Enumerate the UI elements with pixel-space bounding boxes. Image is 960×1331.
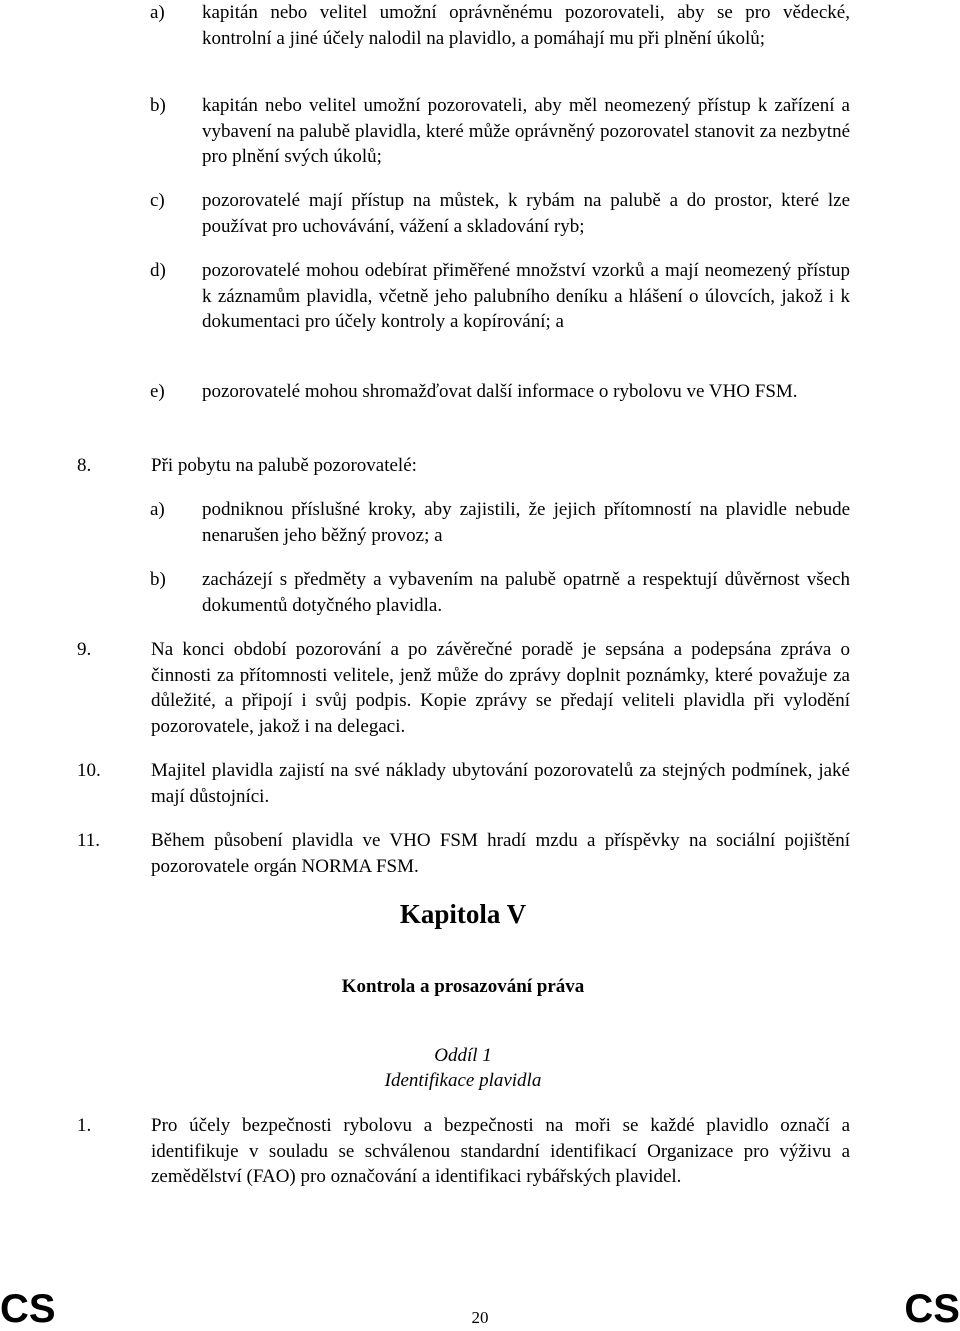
item-text: pozorovatelé mají přístup na můstek, k rybám na palubě a do prostor, které lze používat pro uchovávání, vážení a skladování ryb;: [202, 190, 850, 237]
chapter-title: Kapitola V: [399, 899, 527, 929]
section-heading: [0, 1043, 926, 1093]
item-text: kapitán nebo velitel umožní oprávněnému pozorovateli, aby se pro vědecké, kontrolní a jiné účely nalodil na plavidlo, a pomáhají mu při plnění úkolů;: [202, 2, 850, 49]
paragraph-number: 11.: [77, 830, 101, 851]
paragraph-text: Během působení plavidla ve VHO FSM hradí mzdu a příspěvky na sociální pojištění pozorovatele orgán NORMA FSM.: [151, 830, 850, 877]
paragraph-text: Na konci období pozorování a po závěrečné poradě je sepsána a podepsána zpráva o činnosti za přítomnosti velitele, jenž může do zprávy doplnit poznámky, které považuje za důležité, a připojí i svůj podpis. Kopie zprávy se předají veliteli plavidla při vylodění pozorovatele, jakož i na delegaci.: [151, 639, 850, 737]
item-text: zacházejí s předměty a vybavením na palubě opatrně a respektují důvěrnost všech dokumentů dotyčného plavidla.: [202, 569, 850, 616]
footer-language-code-right: CS: [904, 1287, 960, 1331]
item-label: a): [150, 2, 165, 23]
item-text: pozorovatelé mohou odebírat přiměřené množství vzorků a mají neomezený přístup k záznamům plavidla, včetně jeho palubního deníku a hlášení o úlovcích, jakož i k dokumentaci pro účely kontroly a kopírování; a: [202, 260, 850, 332]
section-title: Identifikace plavidla: [384, 1070, 542, 1091]
section-number: Oddíl 1: [434, 1045, 492, 1066]
chapter-subtitle: Kontrola a prosazování práva: [341, 976, 585, 997]
item-text: pozorovatelé mohou shromažďovat další informace o rybolovu ve VHO FSM.: [202, 381, 798, 402]
item-text: kapitán nebo velitel umožní pozorovateli, aby měl neomezený přístup k zařízení a vybavení na palubě plavidla, které může oprávněný pozorovatel stanovit za nezbytné pro plnění svých úkolů;: [202, 95, 850, 167]
paragraph-number: 10.: [77, 760, 101, 781]
paragraph-text: Majitel plavidla zajistí na své náklady ubytování pozorovatelů za stejných podmínek, jaké mají důstojníci.: [151, 760, 850, 807]
item-label: d): [150, 260, 166, 281]
item-text: podniknou příslušné kroky, aby zajistili, že jejich přítomností na plavidle nebude nenarušen jeho běžný provoz; a: [202, 499, 850, 546]
paragraph-text: Při pobytu na palubě pozorovatelé:: [151, 455, 417, 476]
paragraph-number: 1.: [77, 1115, 92, 1136]
item-label: e): [150, 381, 165, 402]
item-label: a): [150, 499, 165, 520]
paragraph-number: 9.: [77, 639, 92, 660]
item-label: b): [150, 95, 166, 116]
item-label: b): [150, 569, 166, 590]
paragraph-number: 8.: [77, 455, 92, 476]
paragraph-text: Pro účely bezpečnosti rybolovu a bezpečnosti na moři se každé plavidlo označí a identifikuje v souladu se schválenou standardní identifikací Organizace pro výživu a zemědělství (FAO) pro označování a identifikaci rybářských plavidel.: [151, 1115, 850, 1187]
footer-language-code-left: CS: [0, 1287, 56, 1331]
item-label: c): [150, 190, 165, 211]
page-number: 20: [471, 1308, 489, 1327]
